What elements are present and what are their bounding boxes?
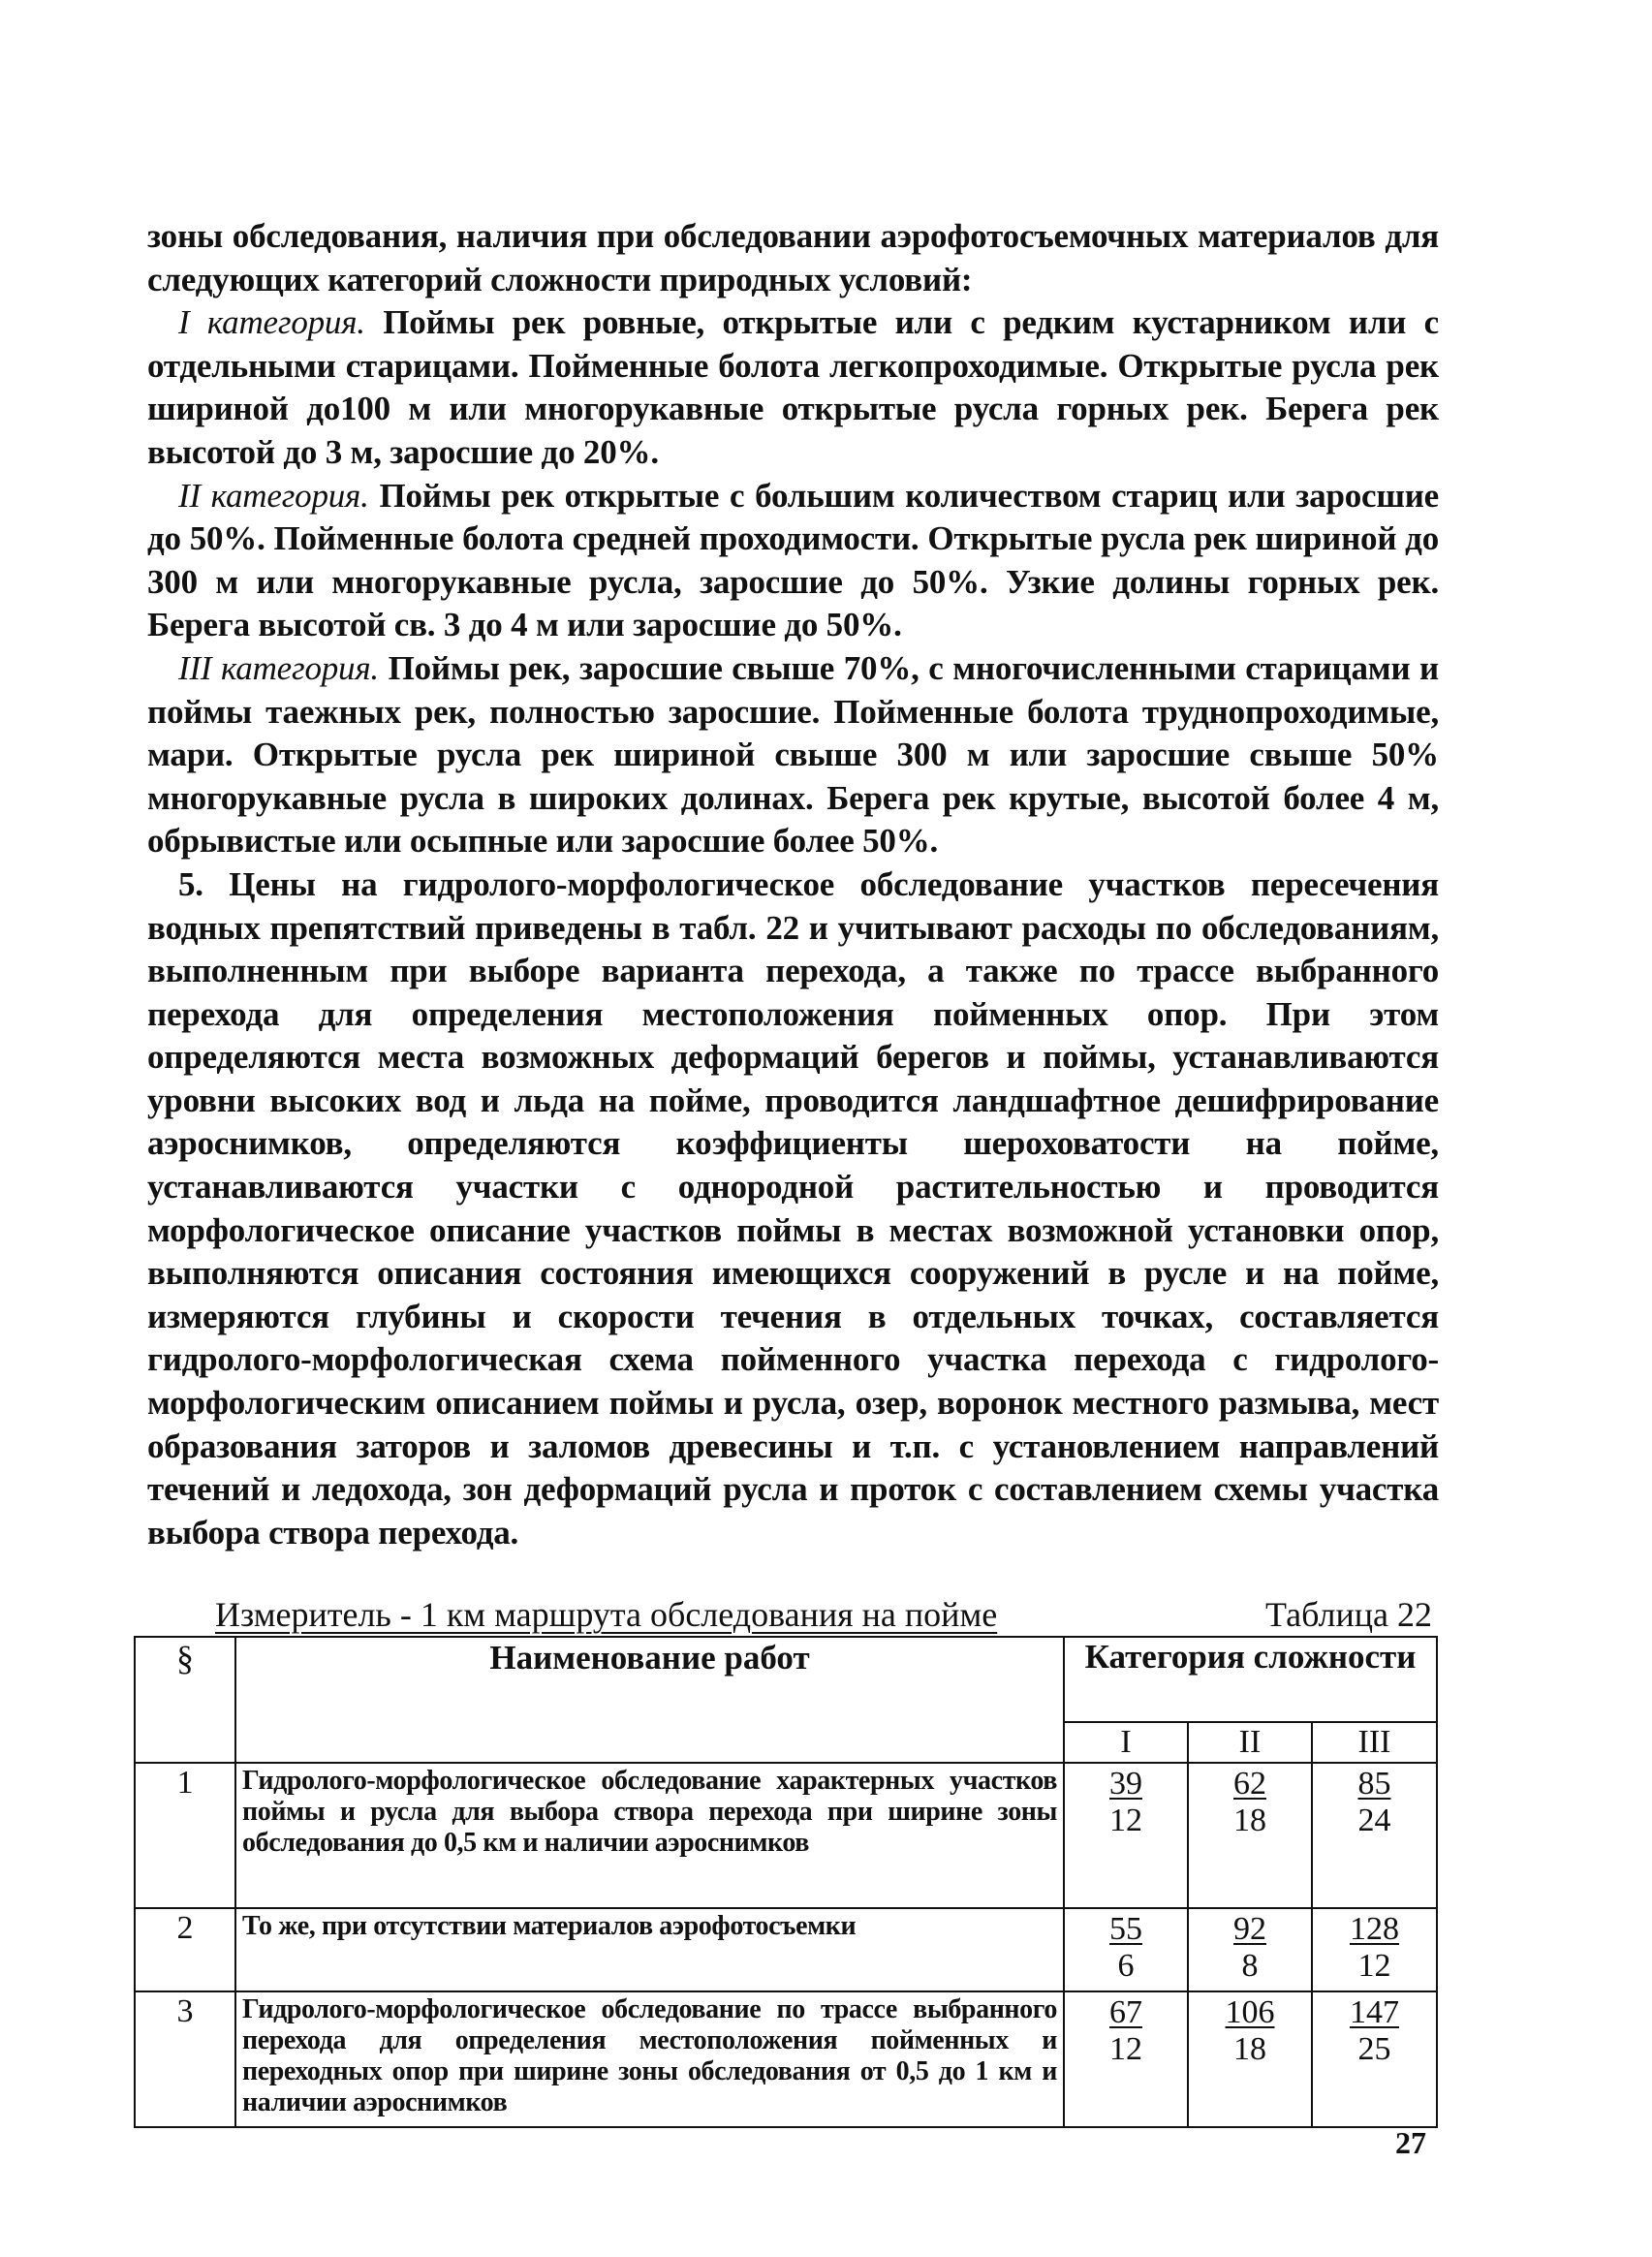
header-category: Категория сложности (1064, 1637, 1437, 1722)
row-value-ii (1188, 1908, 1312, 1991)
value-numerator: 67 (1109, 1994, 1142, 2030)
paragraph-5: 5. Цены на гидролого-морфологическое обследование участков пересечения водных препятствий приведены в табл. 22 и учитывают расходы по обследованиям, выполненным при выборе варианта перехода, а также по трассе выбранного перехода для определения местоположения пойменных опор. При этом определяются места возможных деформаций берегов и поймы, устанавливаются уровни высоких вод и льда на пойме, проводится ландшафтное дешифрирование аэроснимков, определяются коэффициенты шероховатости на пойме, устанавливаются участки с однородной растительностью и проводится морфологическое описание участков поймы в местах возможной установки опор, выполняются описания состояния имеющихся сооружений в русле и на пойме, измеряются глубины и скорости течения в отдельных точках, составляется гидролого-морфологическая схема пойменного участка перехода с гидролого-морфологическим описанием поймы и русла, озер, воронок местного размыва, мест образования заторов и заломов древесины и т.п. с установлением направлений течений и ледохода, зон деформаций русла и проток с составлением схемы участка выбора створа перехода. (147, 864, 1439, 1552)
header-category-iii: III (1312, 1722, 1437, 1763)
value-denominator: 25 (1357, 2031, 1391, 2067)
row-value-ii (1188, 1763, 1312, 1908)
value-numerator: 92 (1233, 1911, 1266, 1947)
value-numerator: 55 (1109, 1911, 1142, 1947)
value-numerator: 39 (1109, 1766, 1142, 1802)
value-numerator: 128 (1350, 1911, 1399, 1947)
value-denominator: 6 (1117, 1948, 1135, 1984)
value-denominator: 12 (1109, 1802, 1142, 1838)
header-category-i: I (1064, 1722, 1188, 1763)
header-work-name: Наименование работ (235, 1637, 1064, 1763)
table-caption (215, 1595, 1432, 1634)
category-1-paragraph (147, 301, 1439, 474)
category-2-text: Поймы рек открытые с большим количеством стариц или заросшие до 50%. Пойменные болота средней проходимости. Открытые русла рек шириной до 300 м или многорукавные русла, заросшие до 50%. Узкие долины горных рек. Берега высотой св. 3 до 4 м или заросшие до 50%. (147, 476, 1439, 644)
table-row (135, 1991, 1437, 2127)
value-denominator: 24 (1357, 1802, 1391, 1838)
category-2-paragraph (147, 475, 1439, 647)
table-header-row (135, 1637, 1437, 1722)
category-3-label: III категория. (178, 648, 379, 687)
row-work-name: То же, при отсутствии материалов аэрофотосъемки (235, 1908, 1064, 1991)
header-category-ii: II (1188, 1722, 1312, 1763)
row-value-i (1064, 1908, 1188, 1991)
row-number: 1 (135, 1763, 235, 1908)
category-1-text: Поймы рек ровные, открытые или с редким кустарником или с отдельными старицами. Пойменные болота легкопроходимые. Открытые русла рек шириной до100 м или многорукавные открытые русла горных рек. Берега рек высотой до 3 м, заросшие до 20%. (147, 303, 1439, 471)
category-3-paragraph (147, 647, 1439, 863)
value-denominator: 12 (1357, 1948, 1391, 1984)
row-value-iii (1312, 1908, 1437, 1991)
category-3-text: Поймы рек, заросшие свыше 70%, с многочисленными старицами и поймы таежных рек, полностью заросшие. Пойменные болота труднопроходимые, мари. Открытые русла рек шириной свыше 300 м или заросшие свыше 50% многорукавные русла в широких долинах. Берега рек крутые, высотой более 4 м, обрывистые или осыпные или заросшие более 50%. (147, 648, 1439, 861)
row-value-i (1064, 1763, 1188, 1908)
row-number: 3 (135, 1991, 235, 2127)
row-value-i (1064, 1991, 1188, 2127)
category-2-label: II категория. (178, 476, 369, 515)
value-denominator: 18 (1233, 1802, 1266, 1838)
row-work-name: Гидролого-морфологическое обследование по трассе выбранного перехода для определения местоположения пойменных и переходных опор при ширине зоны обследования от 0,5 до 1 км и наличии аэроснимков (235, 1991, 1064, 2127)
body-text (147, 215, 1439, 1554)
row-value-iii (1312, 1763, 1437, 1908)
category-1-label: I категория. (178, 303, 365, 342)
table-title: Таблица 22 (1265, 1595, 1432, 1634)
works-table (134, 1636, 1438, 2128)
value-denominator: 12 (1109, 2031, 1142, 2067)
table-row (135, 1763, 1437, 1908)
value-numerator: 62 (1233, 1766, 1266, 1802)
value-numerator: 106 (1225, 1994, 1275, 2030)
intro-paragraph: зоны обследования, наличия при обследовании аэрофотосъемочных материалов для следующих категорий сложности природных условий: (147, 217, 1439, 298)
value-denominator: 18 (1233, 2031, 1266, 2067)
row-number: 2 (135, 1908, 235, 1991)
header-section: § (135, 1637, 235, 1763)
page-number: 27 (1395, 2125, 1426, 2160)
table-row (135, 1908, 1437, 1991)
row-value-ii (1188, 1991, 1312, 2127)
value-numerator: 147 (1350, 1994, 1399, 2030)
row-work-name: Гидролого-морфологическое обследование характерных участков поймы и русла для выбора створа перехода при ширине зоны обследования до 0,5 км и наличии аэроснимков (235, 1763, 1064, 1908)
table-measure: Измеритель - 1 км маршрута обследования на пойме (215, 1595, 998, 1634)
value-denominator: 8 (1241, 1948, 1259, 1984)
row-value-iii (1312, 1991, 1437, 2127)
value-numerator: 85 (1357, 1766, 1391, 1802)
